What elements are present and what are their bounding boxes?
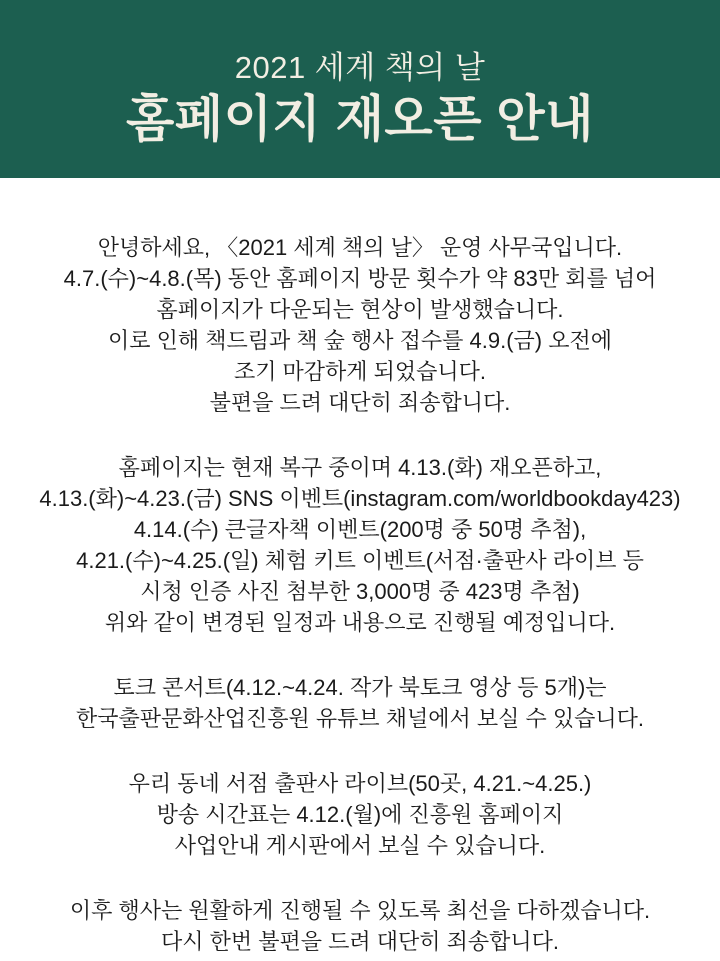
announcement-body: [0, 178, 720, 957]
text-line: 위와 같이 변경된 일정과 내용으로 진행될 예정입니다.: [104, 610, 616, 635]
text-line: 4.13.(화)~4.23.(금) SNS 이벤트(instagram.com/worldbookday423): [39, 486, 681, 511]
text-line: 우리 동네 서점 출판사 라이브(50곳, 4.21.~4.25.): [128, 771, 592, 796]
paragraph-apology: [20, 895, 700, 957]
paragraph-bookstore-live: [20, 768, 700, 861]
text-line: 방송 시간표는 4.12.(월)에 진흥원 홈페이지: [156, 802, 564, 827]
text-line: 이후 행사는 원활하게 진행될 수 있도록 최선을 다하겠습니다.: [69, 898, 651, 923]
text-line: 안녕하세요, 〈2021 세계 책의 날〉 운영 사무국입니다.: [97, 235, 623, 260]
paragraph-talk-concert: [20, 672, 700, 734]
text-line: 4.7.(수)~4.8.(목) 동안 홈페이지 방문 횟수가 약 83만 회를 넘어: [63, 266, 657, 291]
text-line: 4.14.(수) 큰글자책 이벤트(200명 중 50명 추첨),: [133, 517, 587, 542]
page-title: 홈페이지 재오픈 안내: [126, 91, 594, 147]
paragraph-reopen-schedule: [20, 452, 700, 638]
text-line: 이로 인해 책드림과 책 숲 행사 접수를 4.9.(금) 오전에: [107, 328, 613, 353]
text-line: 4.21.(수)~4.25.(일) 체험 키트 이벤트(서점·출판사 라이브 등: [76, 548, 644, 573]
text-line: 다시 한번 불편을 드려 대단히 죄송합니다.: [161, 929, 559, 954]
header-banner: [0, 0, 720, 178]
text-line: 홈페이지가 다운되는 현상이 발생했습니다.: [156, 297, 564, 322]
event-subtitle: 2021 세계 책의 날: [234, 50, 486, 85]
paragraph-outage-notice: [20, 232, 700, 418]
text-line: 홈페이지는 현재 복구 중이며 4.13.(화) 재오픈하고,: [118, 455, 602, 480]
text-line: 조기 마감하게 되었습니다.: [233, 359, 487, 384]
text-line: 시청 인증 사진 첨부한 3,000명 중 423명 추첨): [140, 579, 580, 604]
text-line: 한국출판문화산업진흥원 유튜브 채널에서 보실 수 있습니다.: [76, 706, 644, 731]
text-line: 불편을 드려 대단히 죄송합니다.: [209, 390, 511, 415]
text-line: 토크 콘서트(4.12.~4.24. 작가 북토크 영상 등 5개)는: [113, 675, 607, 700]
text-line: 사업안내 게시판에서 보실 수 있습니다.: [174, 833, 546, 858]
